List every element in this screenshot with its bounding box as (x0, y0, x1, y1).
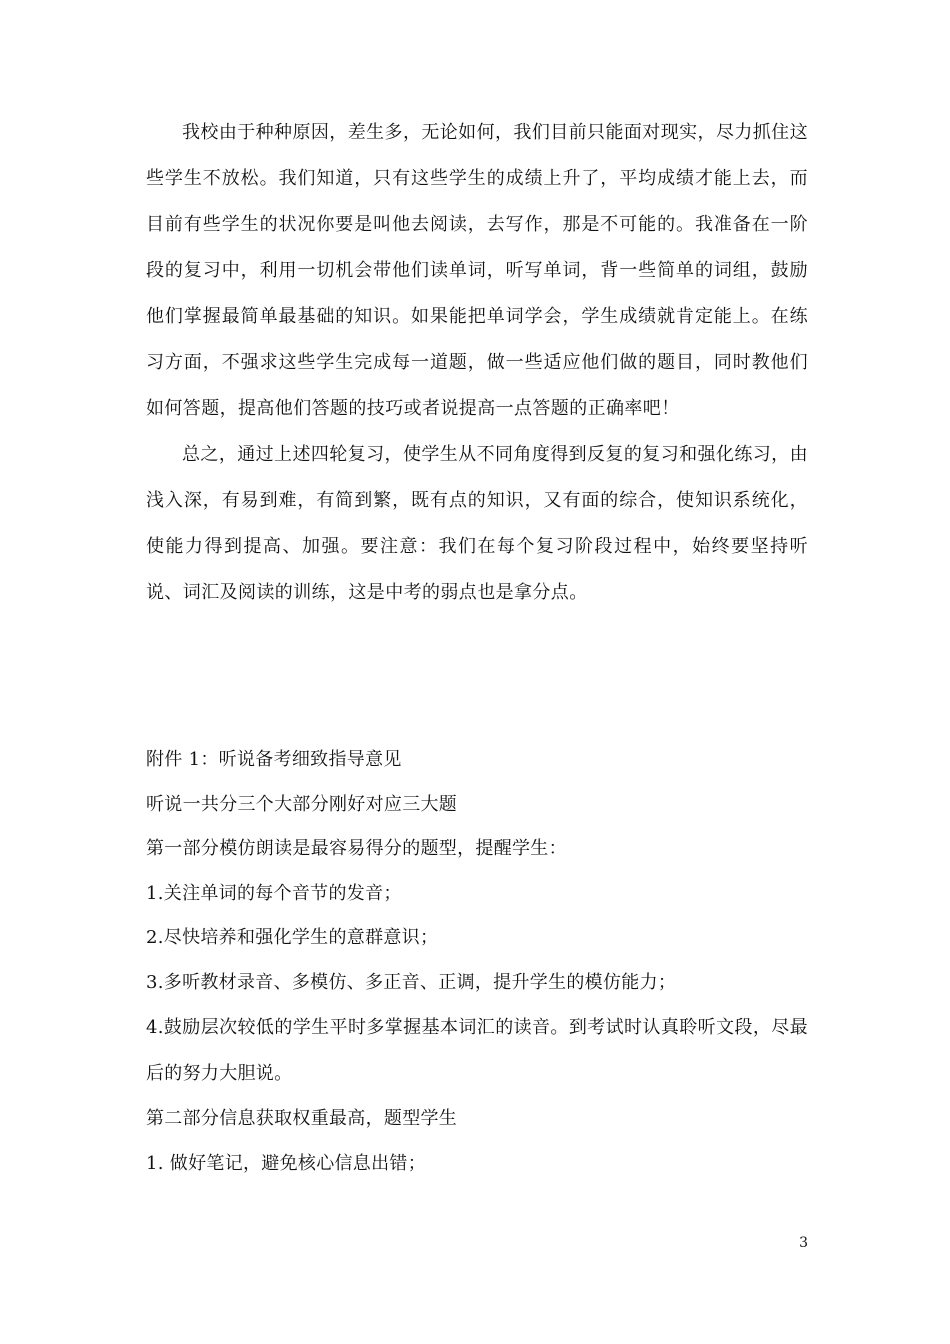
body-paragraph-1: 我校由于种种原因，差生多，无论如何，我们目前只能面对现实，尽力抓住这些学生不放松。我们知道，只有这些学生的成绩上升了，平均成绩才能上去，而目前有些学生的状况你要是叫他去阅读，去写作，那是不可能的。我准备在一阶段的复习中，利用一切机会带他们读单词，听写单词，背一些简单的词组，鼓励他们掌握最简单最基础的知识。如果能把单词学会，学生成绩就肯定能上。在练习方面，不强求这些学生完成每一道题，做一些适应他们做的题目，同时教他们如何答题，提高他们答题的技巧或者说提高一点答题的正确率吧！ (146, 122, 808, 419)
part1-item-4: 4.鼓励层次较低的学生平时多掌握基本词汇的读音。到考试时认真聆听文段，尽最后的努力大胆说。 (146, 1017, 808, 1084)
appendix-intro: 听说一共分三个大部分刚好对应三大题 (146, 793, 458, 815)
appendix-title: 附件 1：听说备考细致指导意见 (146, 749, 402, 770)
body-text (146, 110, 808, 616)
body-paragraph-2: 总之，通过上述四轮复习，使学生从不同角度得到反复的复习和强化练习，由浅入深，有易到难，有简到繁，既有点的知识，又有面的综合，使知识系统化，使能力得到提高、加强。要注意：我们在每个复习阶段过程中，始终要坚持听说、词汇及阅读的训练，这是中考的弱点也是拿分点。 (146, 444, 808, 603)
part1-heading: 第一部分模仿朗读是最容易得分的题型，提醒学生： (146, 838, 567, 859)
part1-item-1: 1.关注单词的每个音节的发音； (146, 882, 402, 904)
part2-heading: 第二部分信息获取权重最高，题型学生 (146, 1108, 458, 1129)
part1-item-2: 2.尽快培养和强化学生的意群意识； (146, 927, 439, 948)
page-number: 3 (799, 1235, 808, 1251)
appendix-section (146, 738, 808, 1186)
part2-item-1: 1. 做好笔记，避免核心信息出错； (146, 1152, 426, 1174)
part1-item-3: 3.多听教材录音、多模仿、多正音、正调，提升学生的模仿能力； (146, 971, 677, 993)
